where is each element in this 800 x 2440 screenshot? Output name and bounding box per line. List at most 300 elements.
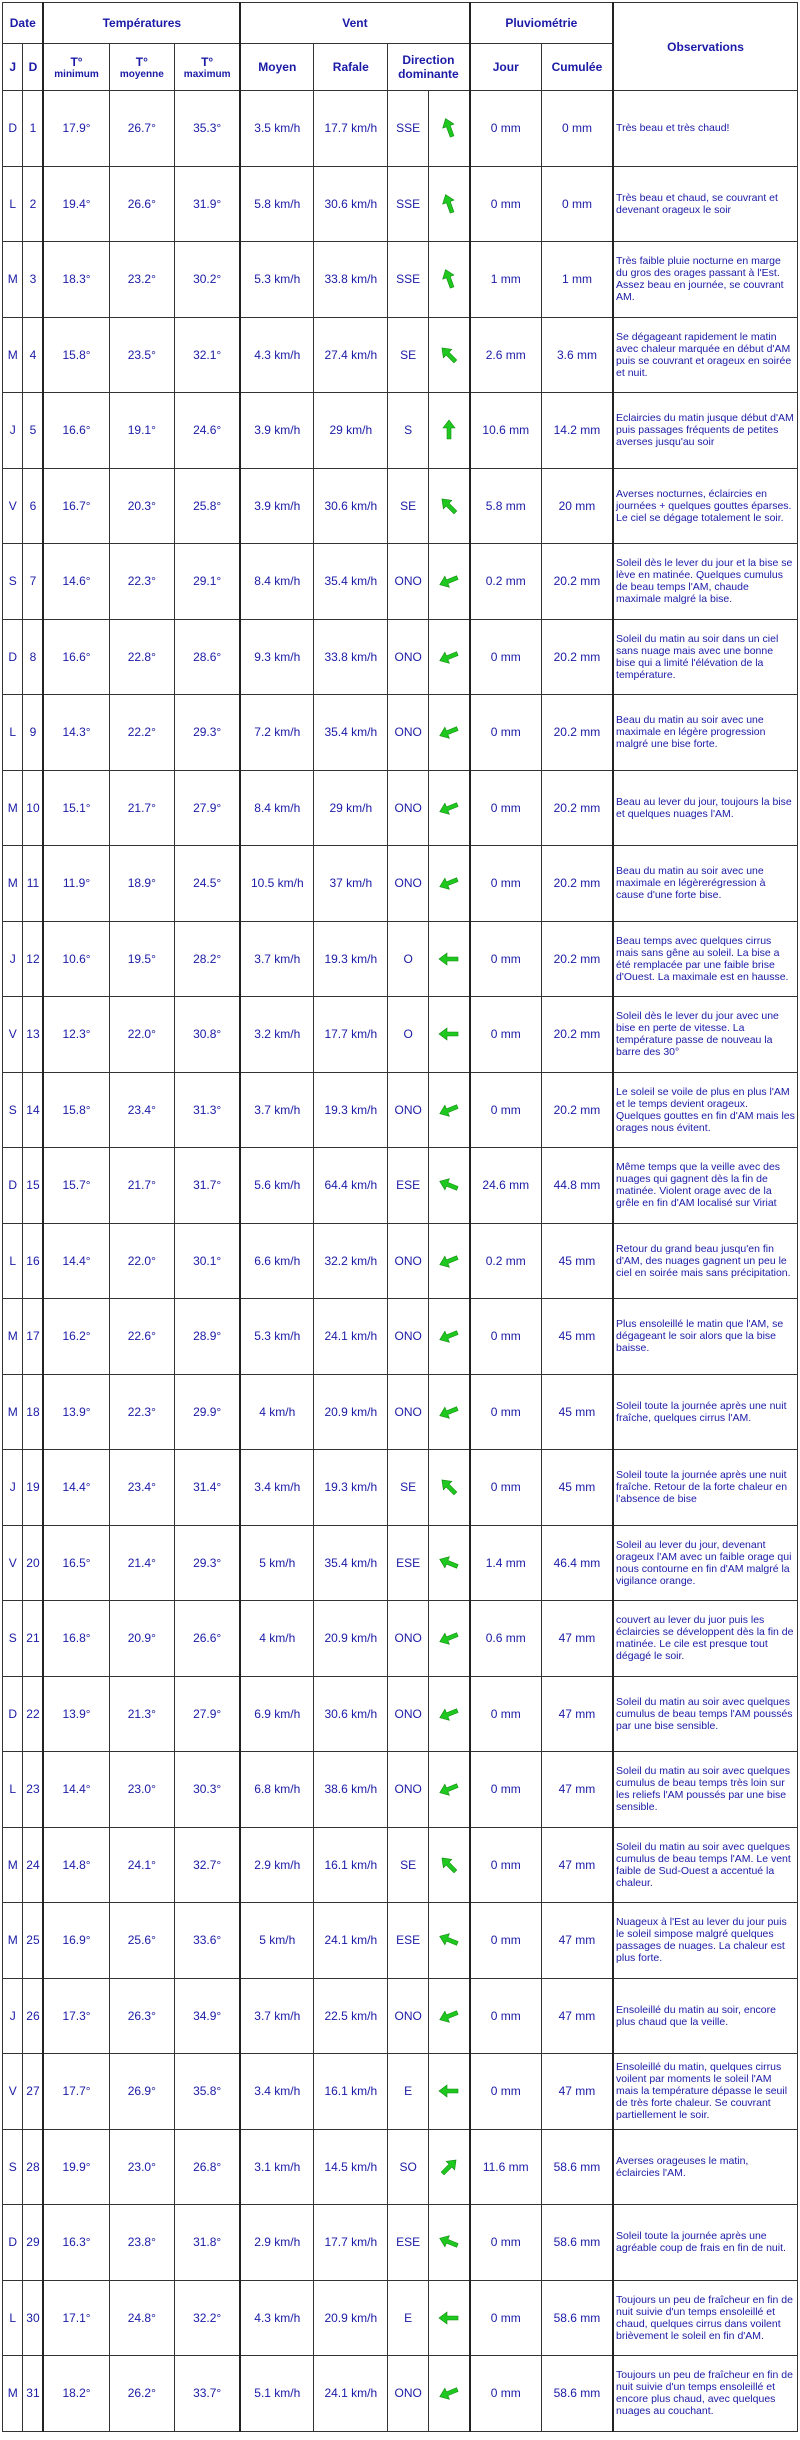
- rain-cumul-cell: 45 mm: [541, 1299, 613, 1375]
- tmax-cell: 26.6°: [175, 1601, 241, 1677]
- weekday-cell: V: [3, 997, 23, 1073]
- tmoy-cell: 19.5°: [109, 921, 175, 997]
- wind-avg-cell: 2.9 km/h: [240, 2205, 314, 2281]
- observation-cell: Averses nocturnes, éclaircies en journées + quelques gouttes éparses. Le ciel se dégage totalement le soir.: [613, 468, 797, 544]
- observation-cell: couvert au lever du juor puis les éclaircies se développent dès la fin de matinée. Le cile est presque tout dégagé le soir.: [613, 1601, 797, 1677]
- wind-avg-cell: 5 km/h: [240, 1525, 314, 1601]
- wind-avg-cell: 2.9 km/h: [240, 1827, 314, 1903]
- weekday-cell: M: [3, 317, 23, 393]
- header-wind: Vent: [240, 3, 469, 44]
- observation-cell: Retour du grand beau jusqu'en fin d'AM, des nuages gagnent un peu le ciel en soirée mais sans précipitation.: [613, 1223, 797, 1299]
- table-row: [3, 1072, 798, 1148]
- tmax-cell: 31.9°: [175, 166, 241, 242]
- wind-gust-cell: 19.3 km/h: [314, 921, 388, 997]
- observation-cell: Plus ensoleillé le matin que l'AM, se dégageant le soir alors que la bise baisse.: [613, 1299, 797, 1375]
- table-row: [3, 997, 798, 1073]
- rain-cumul-cell: 58.6 mm: [541, 2129, 613, 2205]
- tmin-cell: 15.8°: [43, 317, 109, 393]
- tmax-cell: 29.3°: [175, 695, 241, 771]
- weekday-cell: L: [3, 1752, 23, 1828]
- wind-arrow-cell: [429, 91, 470, 167]
- rain-cumul-cell: 47 mm: [541, 1601, 613, 1677]
- header-tmoy-label: T°: [135, 54, 148, 69]
- wind-gust-cell: 24.1 km/h: [314, 1903, 388, 1979]
- rain-cumul-cell: 20.2 mm: [541, 770, 613, 846]
- rain-day-cell: 0 mm: [470, 846, 542, 922]
- tmin-cell: 18.3°: [43, 242, 109, 318]
- wind-dir-cell: ONO: [388, 619, 429, 695]
- header-date: Date: [3, 3, 44, 44]
- observation-cell: Toujours un peu de fraîcheur en fin de nuit suivie d'un temps ensoleillé et chaud, quelques cirrus dans voilent brièvement le soleil en fin d'AM.: [613, 2280, 797, 2356]
- table-row: [3, 2054, 798, 2130]
- tmin-cell: 17.9°: [43, 91, 109, 167]
- wind-dir-cell: ONO: [388, 1223, 429, 1299]
- wind-direction-arrow-icon: [438, 2080, 460, 2102]
- observation-cell: Eclaircies du matin jusque début d'AM puis passages fréquents de petites averses jusqu'au soir: [613, 393, 797, 469]
- weekday-cell: D: [3, 1148, 23, 1224]
- wind-arrow-cell: [429, 544, 470, 620]
- wind-gust-cell: 19.3 km/h: [314, 1450, 388, 1526]
- table-row: [3, 1601, 798, 1677]
- table-row: [3, 468, 798, 544]
- rain-day-cell: 0.2 mm: [470, 1223, 542, 1299]
- rain-day-cell: 1 mm: [470, 242, 542, 318]
- rain-cumul-cell: 58.6 mm: [541, 2356, 613, 2432]
- tmin-cell: 15.7°: [43, 1148, 109, 1224]
- wind-direction-arrow-icon: [438, 2231, 460, 2253]
- rain-cumul-cell: 45 mm: [541, 1374, 613, 1450]
- tmax-cell: 28.6°: [175, 619, 241, 695]
- rain-day-cell: 0 mm: [470, 91, 542, 167]
- tmin-cell: 14.4°: [43, 1752, 109, 1828]
- table-row: [3, 1676, 798, 1752]
- day-cell: 29: [23, 2205, 44, 2281]
- tmoy-cell: 18.9°: [109, 846, 175, 922]
- header-tmax: [175, 44, 241, 91]
- header-tmax-label: T°: [201, 54, 214, 69]
- wind-arrow-cell: [429, 846, 470, 922]
- day-cell: 23: [23, 1752, 44, 1828]
- header-observations: Observations: [613, 3, 797, 91]
- rain-cumul-cell: 3.6 mm: [541, 317, 613, 393]
- rain-day-cell: 0.2 mm: [470, 544, 542, 620]
- wind-dir-cell: S: [388, 393, 429, 469]
- wind-arrow-cell: [429, 1676, 470, 1752]
- tmax-cell: 33.6°: [175, 1903, 241, 1979]
- table-row: [3, 166, 798, 242]
- tmoy-cell: 20.3°: [109, 468, 175, 544]
- tmin-cell: 16.3°: [43, 2205, 109, 2281]
- weekday-cell: J: [3, 1450, 23, 1526]
- table-row: [3, 1827, 798, 1903]
- tmax-cell: 31.3°: [175, 1072, 241, 1148]
- wind-direction-arrow-icon: [438, 1174, 460, 1196]
- wind-arrow-cell: [429, 1601, 470, 1677]
- wind-gust-cell: 30.6 km/h: [314, 468, 388, 544]
- observation-cell: Très beau et chaud, se couvrant et devenant orageux le soir: [613, 166, 797, 242]
- wind-dir-cell: SE: [388, 468, 429, 544]
- wind-gust-cell: 35.4 km/h: [314, 1525, 388, 1601]
- observation-cell: Même temps que la veille avec des nuages qui gagnent dès la fin de matinée. Violent orage avec de la grêle en fin d'AM localisé sur Viriat: [613, 1148, 797, 1224]
- weekday-cell: L: [3, 1223, 23, 1299]
- day-cell: 31: [23, 2356, 44, 2432]
- rain-cumul-cell: 47 mm: [541, 1978, 613, 2054]
- day-cell: 13: [23, 997, 44, 1073]
- weekday-cell: D: [3, 1676, 23, 1752]
- tmin-cell: 16.7°: [43, 468, 109, 544]
- rain-cumul-cell: 47 mm: [541, 1827, 613, 1903]
- wind-gust-cell: 33.8 km/h: [314, 619, 388, 695]
- wind-gust-cell: 20.9 km/h: [314, 2280, 388, 2356]
- wind-arrow-cell: [429, 242, 470, 318]
- tmoy-cell: 23.5°: [109, 317, 175, 393]
- observation-cell: Beau au lever du jour, toujours la bise et quelques nuages l'AM.: [613, 770, 797, 846]
- rain-day-cell: 1.4 mm: [470, 1525, 542, 1601]
- wind-dir-cell: ESE: [388, 1148, 429, 1224]
- wind-arrow-cell: [429, 1299, 470, 1375]
- tmoy-cell: 22.2°: [109, 695, 175, 771]
- rain-day-cell: 0 mm: [470, 2205, 542, 2281]
- tmoy-cell: 22.8°: [109, 619, 175, 695]
- tmoy-cell: 26.3°: [109, 1978, 175, 2054]
- wind-gust-cell: 17.7 km/h: [314, 997, 388, 1073]
- tmax-cell: 35.3°: [175, 91, 241, 167]
- wind-avg-cell: 3.4 km/h: [240, 2054, 314, 2130]
- observation-cell: Soleil du matin au soir avec quelques cumulus de beau temps l'AM poussés par une bise sensible.: [613, 1676, 797, 1752]
- rain-cumul-cell: 1 mm: [541, 242, 613, 318]
- observation-cell: Ensoleillé du matin au soir, encore plus chaud que la veille.: [613, 1978, 797, 2054]
- wind-dir-cell: SE: [388, 1827, 429, 1903]
- wind-direction-arrow-icon: [438, 1401, 460, 1423]
- rain-cumul-cell: 46.4 mm: [541, 1525, 613, 1601]
- table-row: [3, 2205, 798, 2281]
- tmoy-cell: 22.0°: [109, 997, 175, 1073]
- tmoy-cell: 26.7°: [109, 91, 175, 167]
- wind-dir-cell: ONO: [388, 695, 429, 771]
- table-row: [3, 1450, 798, 1526]
- wind-arrow-cell: [429, 1903, 470, 1979]
- day-cell: 21: [23, 1601, 44, 1677]
- weekday-cell: V: [3, 2054, 23, 2130]
- observation-cell: Soleil du matin au soir avec quelques cumulus de beau temps l'AM. Le vent faible de Sud-Ouest a accentué la chaleur.: [613, 1827, 797, 1903]
- wind-avg-cell: 7.2 km/h: [240, 695, 314, 771]
- wind-arrow-cell: [429, 619, 470, 695]
- tmoy-cell: 23.8°: [109, 2205, 175, 2281]
- rain-cumul-cell: 47 mm: [541, 1903, 613, 1979]
- wind-gust-cell: 24.1 km/h: [314, 1299, 388, 1375]
- wind-avg-cell: 6.9 km/h: [240, 1676, 314, 1752]
- wind-avg-cell: 8.4 km/h: [240, 770, 314, 846]
- wind-dir-cell: SSE: [388, 166, 429, 242]
- tmoy-cell: 23.4°: [109, 1450, 175, 1526]
- wind-dir-cell: ESE: [388, 1525, 429, 1601]
- wind-dir-cell: ONO: [388, 1299, 429, 1375]
- weekday-cell: D: [3, 91, 23, 167]
- wind-gust-cell: 35.4 km/h: [314, 544, 388, 620]
- tmax-cell: 24.5°: [175, 846, 241, 922]
- wind-gust-cell: 30.6 km/h: [314, 166, 388, 242]
- table-row: [3, 619, 798, 695]
- wind-gust-cell: 32.2 km/h: [314, 1223, 388, 1299]
- day-cell: 2: [23, 166, 44, 242]
- wind-avg-cell: 3.5 km/h: [240, 91, 314, 167]
- table-row: [3, 1978, 798, 2054]
- wind-dir-cell: ONO: [388, 1978, 429, 2054]
- wind-direction-arrow-icon: [438, 193, 460, 215]
- wind-direction-arrow-icon: [438, 2307, 460, 2329]
- wind-dir-cell: ONO: [388, 2356, 429, 2432]
- day-cell: 14: [23, 1072, 44, 1148]
- wind-dir-cell: ESE: [388, 2205, 429, 2281]
- tmin-cell: 16.6°: [43, 619, 109, 695]
- tmoy-cell: 26.9°: [109, 2054, 175, 2130]
- tmax-cell: 30.1°: [175, 1223, 241, 1299]
- wind-direction-arrow-icon: [438, 1627, 460, 1649]
- wind-avg-cell: 4.3 km/h: [240, 317, 314, 393]
- wind-avg-cell: 5.8 km/h: [240, 166, 314, 242]
- wind-gust-cell: 33.8 km/h: [314, 242, 388, 318]
- wind-gust-cell: 14.5 km/h: [314, 2129, 388, 2205]
- wind-avg-cell: 4 km/h: [240, 1374, 314, 1450]
- rain-day-cell: 0 mm: [470, 1827, 542, 1903]
- tmoy-cell: 23.2°: [109, 242, 175, 318]
- weekday-cell: S: [3, 1601, 23, 1677]
- tmoy-cell: 22.3°: [109, 1374, 175, 1450]
- rain-cumul-cell: 20.2 mm: [541, 544, 613, 620]
- wind-gust-cell: 27.4 km/h: [314, 317, 388, 393]
- day-cell: 11: [23, 846, 44, 922]
- observation-cell: Se dégageant rapidement le matin avec chaleur marquée en début d'AM puis se couvrant et orageux en soirée et nuit.: [613, 317, 797, 393]
- wind-gust-cell: 20.9 km/h: [314, 1601, 388, 1677]
- wind-dir-cell: ONO: [388, 1374, 429, 1450]
- rain-day-cell: 0 mm: [470, 1299, 542, 1375]
- wind-gust-cell: 22.5 km/h: [314, 1978, 388, 2054]
- day-cell: 19: [23, 1450, 44, 1526]
- wind-direction-arrow-icon: [438, 268, 460, 290]
- wind-gust-cell: 24.1 km/h: [314, 2356, 388, 2432]
- tmax-cell: 30.8°: [175, 997, 241, 1073]
- rain-cumul-cell: 20.2 mm: [541, 1072, 613, 1148]
- tmin-cell: 14.6°: [43, 544, 109, 620]
- table-row: [3, 2356, 798, 2432]
- tmax-cell: 34.9°: [175, 1978, 241, 2054]
- wind-direction-arrow-icon: [438, 495, 460, 517]
- observation-cell: Soleil dès le lever du jour et la bise se lève en matinée. Quelques cumulus de beau temps l'AM, chaude maximale malgré la bise.: [613, 544, 797, 620]
- weekday-cell: M: [3, 1299, 23, 1375]
- rain-cumul-cell: 20 mm: [541, 468, 613, 544]
- header-weekday: J: [3, 44, 23, 91]
- rain-cumul-cell: 20.2 mm: [541, 846, 613, 922]
- day-cell: 25: [23, 1903, 44, 1979]
- header-row-main: [3, 3, 798, 44]
- rain-day-cell: 0 mm: [470, 1752, 542, 1828]
- table-row: [3, 1752, 798, 1828]
- observation-cell: Soleil toute la journée après une nuit fraîche. Retour de la forte chaleur en l'absence de bise: [613, 1450, 797, 1526]
- tmax-cell: 24.6°: [175, 393, 241, 469]
- table-row: [3, 2280, 798, 2356]
- wind-dir-cell: ONO: [388, 1752, 429, 1828]
- wind-dir-cell: ONO: [388, 770, 429, 846]
- wind-arrow-cell: [429, 1827, 470, 1903]
- weekday-cell: L: [3, 695, 23, 771]
- weekday-cell: L: [3, 2280, 23, 2356]
- wind-arrow-cell: [429, 1752, 470, 1828]
- wind-direction-arrow-icon: [438, 1778, 460, 1800]
- tmax-cell: 35.8°: [175, 2054, 241, 2130]
- tmax-cell: 33.7°: [175, 2356, 241, 2432]
- wind-avg-cell: 3.1 km/h: [240, 2129, 314, 2205]
- wind-avg-cell: 4 km/h: [240, 1601, 314, 1677]
- wind-gust-cell: 38.6 km/h: [314, 1752, 388, 1828]
- observation-cell: Soleil toute la journée après une nuit fraîche, quelques cirrus l'AM.: [613, 1374, 797, 1450]
- rain-cumul-cell: 20.2 mm: [541, 619, 613, 695]
- day-cell: 18: [23, 1374, 44, 1450]
- tmin-cell: 14.4°: [43, 1223, 109, 1299]
- tmoy-cell: 23.4°: [109, 1072, 175, 1148]
- header-tmoy-sub: moyenne: [119, 68, 164, 80]
- observation-cell: Beau du matin au soir avec une maximale en légère progression malgré une bise forte.: [613, 695, 797, 771]
- wind-arrow-cell: [429, 2205, 470, 2281]
- wind-direction-arrow-icon: [438, 117, 460, 139]
- tmax-cell: 28.2°: [175, 921, 241, 997]
- rain-day-cell: 0 mm: [470, 166, 542, 242]
- weekday-cell: V: [3, 1525, 23, 1601]
- tmax-cell: 29.1°: [175, 544, 241, 620]
- observation-cell: Soleil du matin au soir dans un ciel sans nuage mais avec une bonne bise qui a limité l'élévation de la température.: [613, 619, 797, 695]
- wind-arrow-cell: [429, 2280, 470, 2356]
- rain-day-cell: 11.6 mm: [470, 2129, 542, 2205]
- rain-day-cell: 0 mm: [470, 1072, 542, 1148]
- observation-cell: Beau temps avec quelques cirrus mais sans gêne au soleil. La bise a été remplacée par une faible brise d'Ouest. La maximale est en hausse.: [613, 921, 797, 997]
- tmax-cell: 29.9°: [175, 1374, 241, 1450]
- wind-avg-cell: 10.5 km/h: [240, 846, 314, 922]
- wind-direction-arrow-icon: [438, 1703, 460, 1725]
- wind-dir-cell: ONO: [388, 1601, 429, 1677]
- observation-cell: Nuageux à l'Est au lever du jour puis le soleil simpose malgré quelques passages de nuages. La chaleur est plus forte.: [613, 1903, 797, 1979]
- rain-day-cell: 0 mm: [470, 1978, 542, 2054]
- rain-day-cell: 0 mm: [470, 1374, 542, 1450]
- wind-dir-cell: E: [388, 2054, 429, 2130]
- wind-dir-cell: ESE: [388, 1903, 429, 1979]
- wind-direction-arrow-icon: [438, 1099, 460, 1121]
- header-tmin-label: T°: [70, 54, 83, 69]
- header-rainfall: Pluviométrie: [470, 3, 613, 44]
- tmax-cell: 29.3°: [175, 1525, 241, 1601]
- weekday-cell: M: [3, 2356, 23, 2432]
- tmoy-cell: 19.1°: [109, 393, 175, 469]
- header-temperatures: Températures: [43, 3, 240, 44]
- wind-arrow-cell: [429, 317, 470, 393]
- tmin-cell: 14.8°: [43, 1827, 109, 1903]
- rain-day-cell: 0 mm: [470, 1450, 542, 1526]
- wind-arrow-cell: [429, 2356, 470, 2432]
- tmin-cell: 17.3°: [43, 1978, 109, 2054]
- day-cell: 12: [23, 921, 44, 997]
- rain-cumul-cell: 20.2 mm: [541, 997, 613, 1073]
- rain-cumul-cell: 0 mm: [541, 166, 613, 242]
- tmax-cell: 32.7°: [175, 1827, 241, 1903]
- tmoy-cell: 26.2°: [109, 2356, 175, 2432]
- wind-arrow-cell: [429, 2054, 470, 2130]
- wind-direction-arrow-icon: [438, 1476, 460, 1498]
- header-tmax-sub: maximum: [183, 68, 231, 80]
- rain-cumul-cell: 44.8 mm: [541, 1148, 613, 1224]
- rain-cumul-cell: 14.2 mm: [541, 393, 613, 469]
- wind-avg-cell: 5 km/h: [240, 1903, 314, 1979]
- wind-avg-cell: 9.3 km/h: [240, 619, 314, 695]
- table-row: [3, 242, 798, 318]
- rain-cumul-cell: 58.6 mm: [541, 2205, 613, 2281]
- header-wind-avg: Moyen: [240, 44, 314, 91]
- wind-arrow-cell: [429, 997, 470, 1073]
- rain-cumul-cell: 47 mm: [541, 1676, 613, 1752]
- rain-cumul-cell: 0 mm: [541, 91, 613, 167]
- table-row: [3, 695, 798, 771]
- rain-day-cell: 0 mm: [470, 997, 542, 1073]
- rain-day-cell: 0 mm: [470, 1676, 542, 1752]
- wind-avg-cell: 8.4 km/h: [240, 544, 314, 620]
- wind-dir-cell: ONO: [388, 544, 429, 620]
- wind-arrow-cell: [429, 770, 470, 846]
- header-day: D: [23, 44, 44, 91]
- wind-direction-arrow-icon: [438, 1929, 460, 1951]
- observation-cell: Beau du matin au soir avec une maximale en légèrerégression à cause d'une forte bise.: [613, 846, 797, 922]
- tmin-cell: 13.9°: [43, 1676, 109, 1752]
- table-row: [3, 1299, 798, 1375]
- header-direction-line1: Direction: [402, 53, 455, 67]
- table-row: [3, 544, 798, 620]
- table-row: [3, 1903, 798, 1979]
- tmoy-cell: 22.3°: [109, 544, 175, 620]
- observation-cell: Soleil du matin au soir avec quelques cumulus de beau temps très loin sur les reliefs l'AM poussés par une bise sensible.: [613, 1752, 797, 1828]
- rain-day-cell: 0 mm: [470, 2356, 542, 2432]
- weekday-cell: S: [3, 1072, 23, 1148]
- tmoy-cell: 23.0°: [109, 2129, 175, 2205]
- wind-avg-cell: 3.7 km/h: [240, 1072, 314, 1148]
- wind-direction-arrow-icon: [438, 646, 460, 668]
- day-cell: 16: [23, 1223, 44, 1299]
- weekday-cell: L: [3, 166, 23, 242]
- weekday-cell: D: [3, 2205, 23, 2281]
- tmin-cell: 15.1°: [43, 770, 109, 846]
- tmax-cell: 26.8°: [175, 2129, 241, 2205]
- wind-gust-cell: 17.7 km/h: [314, 2205, 388, 2281]
- day-cell: 28: [23, 2129, 44, 2205]
- wind-avg-cell: 6.6 km/h: [240, 1223, 314, 1299]
- wind-avg-cell: 3.7 km/h: [240, 1978, 314, 2054]
- tmin-cell: 16.9°: [43, 1903, 109, 1979]
- rain-day-cell: 0 mm: [470, 619, 542, 695]
- wind-dir-cell: E: [388, 2280, 429, 2356]
- tmoy-cell: 20.9°: [109, 1601, 175, 1677]
- weekday-cell: M: [3, 242, 23, 318]
- wind-gust-cell: 19.3 km/h: [314, 1072, 388, 1148]
- wind-avg-cell: 5.3 km/h: [240, 242, 314, 318]
- table-row: [3, 2129, 798, 2205]
- wind-avg-cell: 5.6 km/h: [240, 1148, 314, 1224]
- tmoy-cell: 21.4°: [109, 1525, 175, 1601]
- wind-direction-arrow-icon: [438, 2382, 460, 2404]
- tmax-cell: 31.7°: [175, 1148, 241, 1224]
- observation-cell: Toujours un peu de fraîcheur en fin de nuit suivie d'un temps ensoleillé et encore plus chaud, avec quelques nuages au couchant.: [613, 2356, 797, 2432]
- day-cell: 30: [23, 2280, 44, 2356]
- day-cell: 5: [23, 393, 44, 469]
- tmax-cell: 28.9°: [175, 1299, 241, 1375]
- table-row: [3, 1374, 798, 1450]
- day-cell: 3: [23, 242, 44, 318]
- rain-day-cell: 0 mm: [470, 2054, 542, 2130]
- wind-avg-cell: 3.4 km/h: [240, 1450, 314, 1526]
